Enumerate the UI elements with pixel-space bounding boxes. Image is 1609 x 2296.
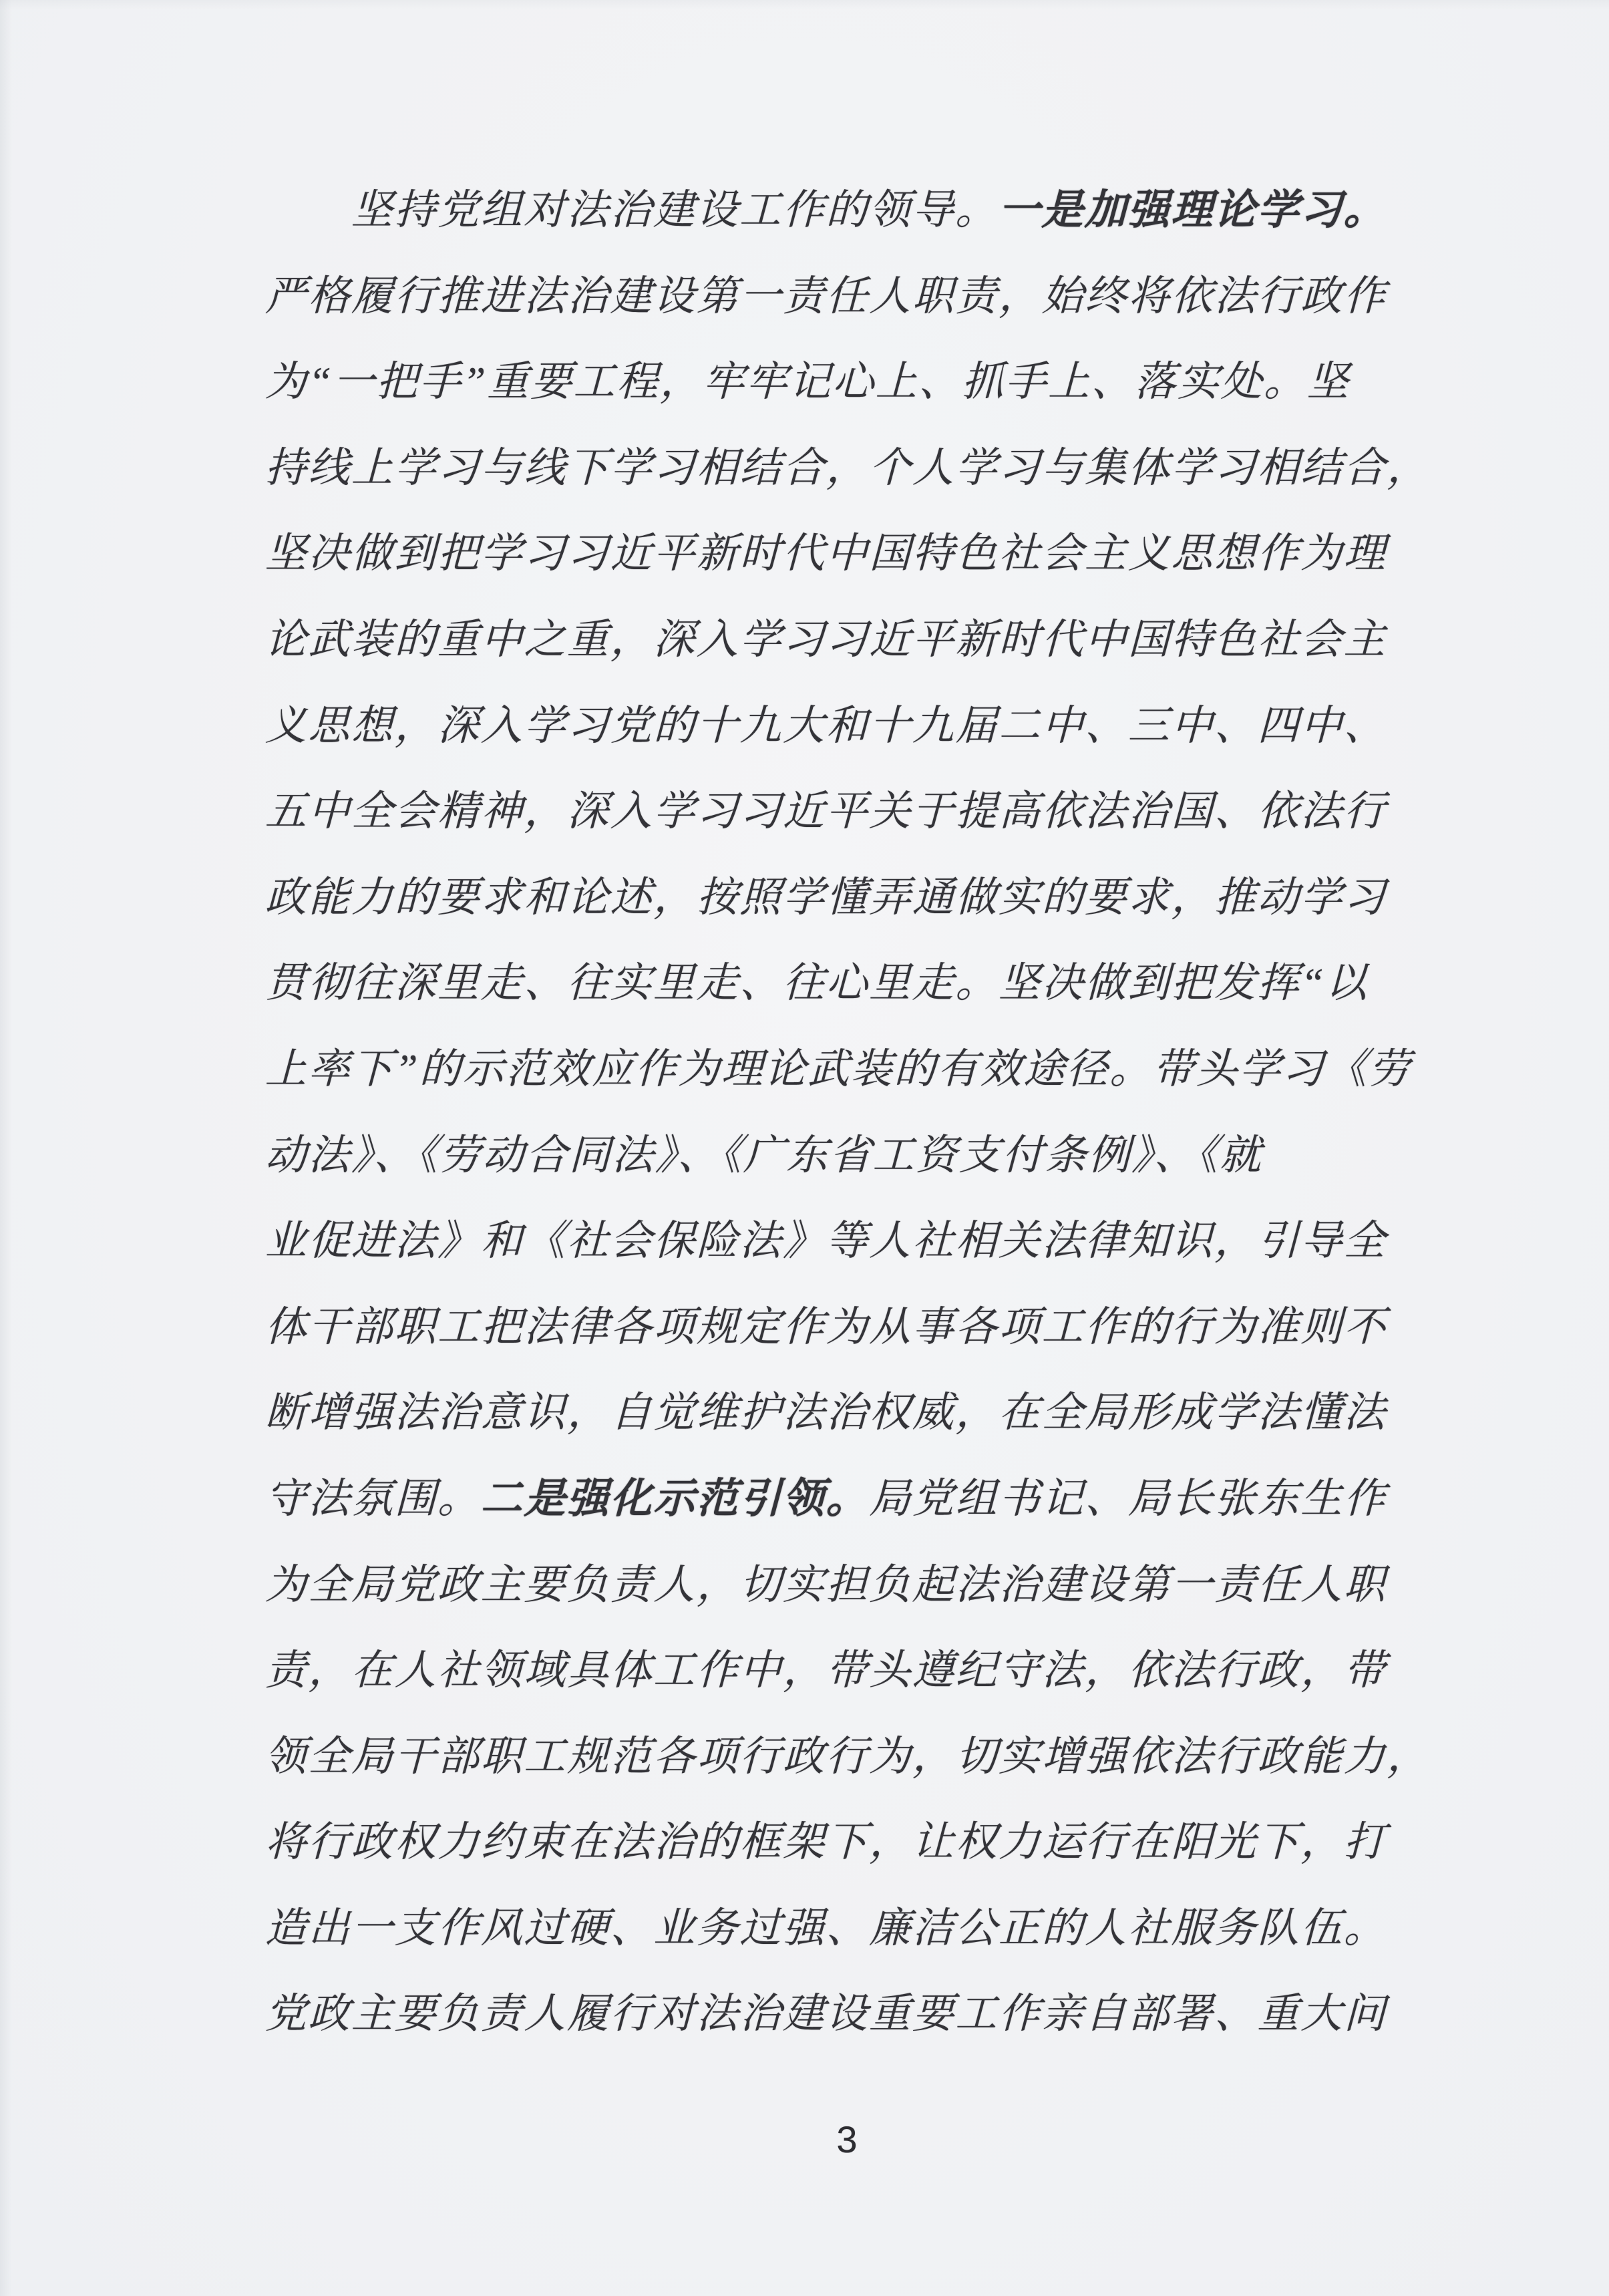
body-text: 为“一把手”重要工程，牢牢记心上、抓手上、落实处。坚 (264, 359, 1351, 405)
body-text: 体干部职工把法律各项规定作为从事各项工作的行为准则不 (264, 1304, 1388, 1350)
text-line (264, 1198, 1395, 1285)
text-line (264, 1971, 1395, 2058)
text-line (264, 1285, 1395, 1371)
document-paragraph (264, 168, 1431, 2058)
body-text: 论武装的重中之重，深入学习习近平新时代中国特色社会主 (264, 617, 1388, 663)
emphasized-text: 一是加强理论学习。 (998, 188, 1388, 233)
text-line (264, 1714, 1431, 1800)
text-line (264, 339, 1395, 426)
text-line (264, 1628, 1395, 1714)
body-text: 断增强法治意识，自觉维护法治权威，在全局形成学法懂法 (264, 1390, 1388, 1436)
body-text: 业促进法》和《社会保险法》等人社相关法律知识，引导全 (264, 1218, 1388, 1265)
text-line (264, 1027, 1413, 1113)
text-line (264, 1456, 1395, 1542)
page-number: 3 (836, 2118, 858, 2160)
text-line (264, 855, 1395, 941)
body-text: 严格履行推进法治建设第一责任人职责，始终将依法行政作 (264, 273, 1388, 319)
body-text: 为全局党政主要负责人，切实担负起法治建设第一责任人职 (264, 1562, 1388, 1608)
body-text: 义思想，深入学习党的十九大和十九届二中、三中、四中、 (264, 703, 1388, 749)
body-text: 贯彻往深里走、往实里走、往心里走。坚决做到把发挥“以 (264, 961, 1369, 1007)
text-line (264, 1542, 1395, 1629)
text-line (264, 168, 1395, 254)
body-text: 五中全会精神，深入学习习近平关于提高依法治国、依法行 (264, 789, 1388, 835)
text-line (264, 1800, 1395, 1886)
body-text: 局党组书记、局长张东生作 (868, 1476, 1388, 1522)
body-text: 守法氛围。 (264, 1476, 482, 1522)
body-text: 造出一支作风过硬、业务过强、廉洁公正的人社服务队伍。 (264, 1905, 1388, 1951)
text-line (264, 597, 1395, 683)
body-text: 上率下”的示范效应作为理论武装的有效途径。带头学习《劳 (264, 1046, 1413, 1092)
text-line (264, 1370, 1395, 1456)
text-line (264, 941, 1395, 1027)
body-text: 持线上学习与线下学习相结合，个人学习与集体学习相结合， (264, 445, 1431, 491)
text-line (264, 769, 1395, 855)
body-text: 责，在人社领域具体工作中，带头遵纪守法，依法行政，带 (264, 1648, 1388, 1694)
text-line (264, 1113, 1395, 1199)
text-line (264, 511, 1395, 597)
body-text: 政能力的要求和论述，按照学懂弄通做实的要求，推动学习 (264, 874, 1388, 921)
text-line (264, 254, 1395, 340)
body-text: 坚持党组对法治建设工作的领导。 (351, 188, 999, 233)
body-text: 将行政权力约束在法治的框架下，让权力运行在阳光下，打 (264, 1820, 1388, 1866)
emphasized-text: 二是强化示范引领。 (480, 1476, 870, 1522)
text-line (264, 426, 1431, 512)
body-text: 坚决做到把学习习近平新时代中国特色社会主义思想作为理 (264, 531, 1388, 577)
body-text: 动法》、《劳动合同法》、《广东省工资支付条例》、《就 (264, 1132, 1264, 1178)
text-line (264, 1886, 1395, 1972)
body-text: 领全局干部职工规范各项行政行为，切实增强依法行政能力， (264, 1734, 1431, 1780)
body-text: 党政主要负责人履行对法治建设重要工作亲自部署、重大问 (264, 1991, 1388, 2037)
text-line (264, 683, 1395, 770)
